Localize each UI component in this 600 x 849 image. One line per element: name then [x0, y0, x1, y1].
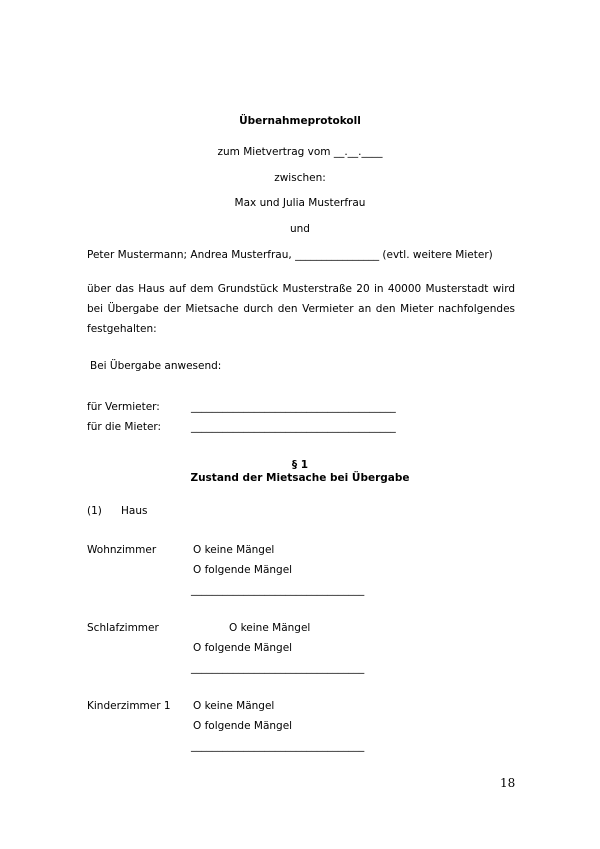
subsection-number: (1)	[87, 505, 102, 517]
room-name-childroom: Kinderzimmer 1	[87, 700, 171, 712]
page-number: 18	[500, 776, 516, 790]
present-label: Bei Übergabe anwesend:	[90, 360, 222, 372]
room-name-bedroom: Schlafzimmer	[87, 622, 159, 634]
attendee-landlord-signature-line: _______________________________________	[191, 401, 396, 413]
attendee-landlord-label: für Vermieter:	[87, 401, 160, 413]
intro-paragraph: über das Haus auf dem Grundstück Musterstraße 20 in 40000 Musterstadt wird bei Übergabe der Mietsache durch den Vermieter an den Mieter nachfolgendes festgehalten:	[87, 283, 515, 335]
landlord-names: Max und Julia Musterfrau	[234, 197, 366, 209]
attendee-tenant-label: für die Mieter:	[87, 421, 162, 433]
option-no-defects-bedroom[interactable]: O keine Mängel	[229, 622, 311, 634]
section-number: § 1	[291, 459, 309, 471]
between-label: zwischen:	[274, 172, 326, 184]
option-defects-living[interactable]: O folgende Mängel	[193, 564, 293, 576]
room-name-living: Wohnzimmer	[87, 544, 157, 556]
option-defects-childroom[interactable]: O folgende Mängel	[193, 720, 293, 732]
option-no-defects-living[interactable]: O keine Mängel	[193, 544, 275, 556]
section-title: Zustand der Mietsache bei Übergabe	[190, 472, 410, 484]
and-label: und	[290, 223, 310, 235]
document-title: Übernahmeprotokoll	[239, 115, 361, 127]
subsection-label: Haus	[121, 505, 148, 517]
option-no-defects-childroom[interactable]: O keine Mängel	[193, 700, 275, 712]
defects-line-bedroom: _________________________________	[191, 662, 365, 674]
defects-line-childroom: _________________________________	[191, 740, 365, 752]
option-defects-bedroom[interactable]: O folgende Mängel	[193, 642, 293, 654]
defects-line-living: _________________________________	[191, 584, 365, 596]
tenant-names: Peter Mustermann; Andrea Musterfrau, ________________ (evtl. weitere Mieter)	[87, 249, 493, 261]
contract-date-line: zum Mietvertrag vom __.__.____	[217, 146, 383, 158]
attendee-tenant-signature-line: _______________________________________	[191, 421, 396, 433]
